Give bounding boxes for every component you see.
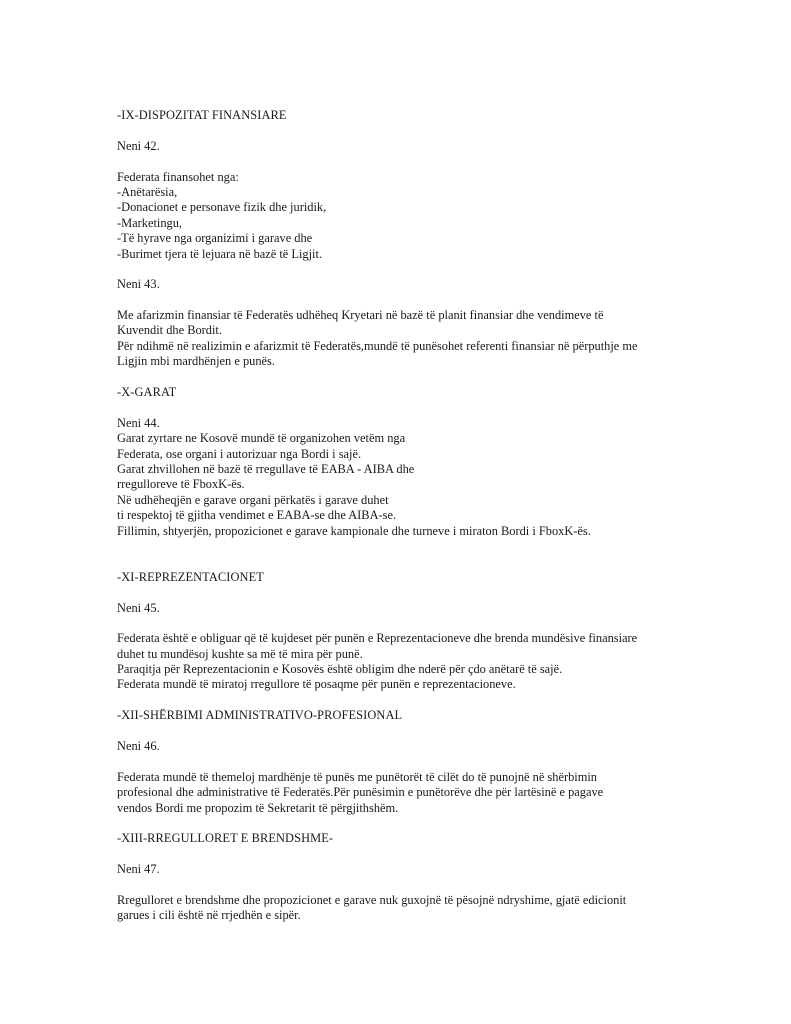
article-line: Federata mundë të themeloj mardhënje të punës me punëtorët të cilët do të punojnë në shërbimin [117,769,597,784]
spacer [117,754,677,769]
article-line: Për ndihmë në realizimin e afarizmit të Federatës,mundë të punësohet referenti finansiar në përputhje me [117,338,638,353]
spacer [117,693,677,708]
article-line: ti respektoj të gjitha vendimet e EABA-se dhe AIBA-se. [117,508,397,523]
spacer [117,847,677,862]
article-line: Federata finansohet nga: [117,169,239,184]
article-line: Në udhëheqjën e garave organi përkatës i garave duhet [117,492,389,507]
article-line: Garat zhvillohen në bazë të rregullave të EABA - AIBA dhe [117,461,415,476]
article-line: -Të hyrave nga organizimi i garave dhe [117,231,313,246]
article-line: vendos Bordi me propozim të Sekretarit të përgjithshëm. [117,800,399,815]
article-line: garues i cili është në rrjedhën e sipër. [117,908,301,923]
article-title: Neni 47. [117,862,160,877]
section-heading: -XI-REPREZENTACIONET [117,569,264,584]
article-line: Federata mundë të miratoj rregullore të posaqme për punën e reprezentacioneve. [117,677,516,692]
article-line: Fillimin, shtyerjën, propozicionet e garave kampionale dhe turneve i miraton Bordi i FboxK-ës. [117,523,591,538]
article-line: Rregulloret e brendshme dhe propozicionet e garave nuk guxojnë të pësojnë ndryshime, gjatë edicionit [117,892,627,907]
article-title: Neni 46. [117,739,160,754]
article-title: Neni 42. [117,138,160,153]
spacer [117,585,677,600]
article-line: -Donacionet e personave fizik dhe juridik, [117,200,327,215]
spacer [117,293,677,308]
article-title: Neni 45. [117,600,160,615]
article-line: Federata është e obliguar që të kujdeset për punën e Reprezentacioneve dhe brenda mundësive finansiare [117,631,638,646]
spacer [117,123,677,138]
spacer [117,262,677,277]
spacer [117,816,677,831]
spacer [117,878,677,893]
article-line: -Burimet tjera të lejuara në bazë të Ligjit. [117,246,323,261]
section-heading: -IX-DISPOZITAT FINANSIARE [117,108,287,122]
article-line: -Anëtarësia, [117,184,178,199]
section-heading: -X-GARAT [117,385,177,400]
article-line: duhet tu mundësoj kushte sa më të mira për punë. [117,646,363,661]
article-line: Me afarizmin finansiar të Federatës udhëheq Kryetari në bazë të planit finansiar dhe vendimeve të [117,308,604,323]
article-line: Garat zyrtare ne Kosovë mundë të organizohen vetëm nga [117,431,406,446]
article-title: Neni 43. [117,277,160,292]
article-title: Neni 44. [117,415,160,430]
spacer [117,539,677,570]
spacer [117,616,677,631]
spacer [117,370,677,385]
document-page [117,108,677,924]
article-line: Federata, ose organi i autorizuar nga Bordi i sajë. [117,446,362,461]
section-heading: -XII-SHËRBIMI ADMINISTRATIVO-PROFESIONAL [117,708,403,723]
article-line: Paraqitja për Reprezentacionin e Kosovës është obligim dhe nderë për çdo anëtarë të sajë. [117,662,563,677]
spacer [117,724,677,739]
section-heading: -XIII-RREGULLORET E BRENDSHME- [117,831,334,846]
article-line: profesional dhe administrative të Federatës.Për punësimin e punëtorëve dhe për lartësinë e pagave [117,785,604,800]
article-line: rregulloreve të FboxK-ës. [117,477,245,492]
article-line: Ligjin mbi mardhënjen e punës. [117,354,275,369]
spacer [117,154,677,169]
article-line: -Marketingu, [117,215,183,230]
spacer [117,400,677,415]
article-line: Kuvendit dhe Bordit. [117,323,222,338]
